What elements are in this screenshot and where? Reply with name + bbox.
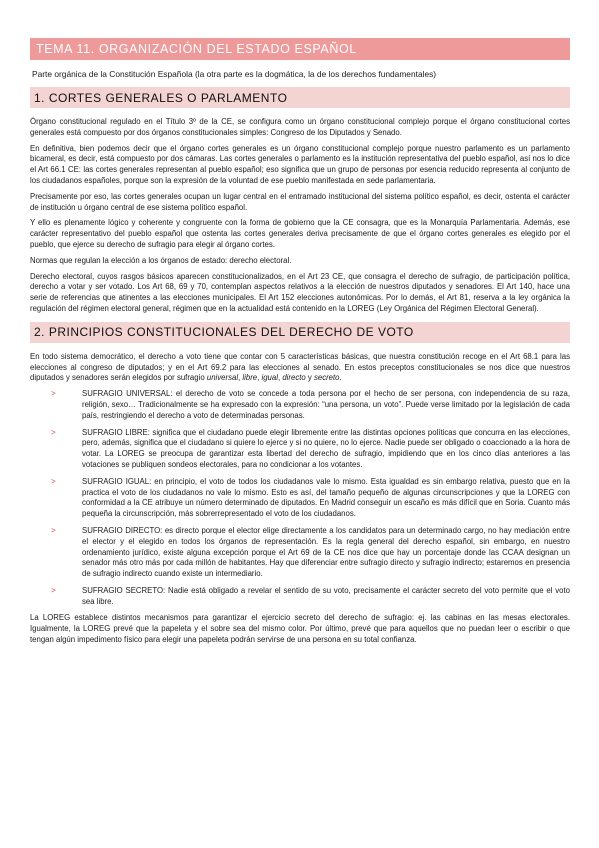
section-1-paragraph: Precisamente por eso, las cortes generales ocupan un lugar central en el entramado institucional del sistema político español, es decir, ostenta el carácter de institución u órgano central de ese sistema político español. (30, 191, 570, 212)
chevron-right-icon: > (51, 476, 56, 486)
title-banner (30, 38, 570, 60)
list-item-text: SUFRAGIO LIBRE: significa que el ciudadano puede elegir libremente entre las distintas opciones políticas que concurra en las elecciones, pero, además, significa que el ciudadano si quiere lo ejerce y si no quiere, no lo ejerce. Nadie puede ser obligado o coaccionado a la hora de votar. La LOREG se preocupa de garantizar esta libertad del derecho de sufragio, impidiendo que en los cinco días anteriores a las votaciones se publiquen sondeos electorales, para no condicionar a los votantes. (82, 427, 570, 469)
section-1-heading: 1. CORTES GENERALES O PARLAMENTO (34, 90, 288, 105)
intro-term: libre (242, 373, 258, 383)
document-page (30, 38, 570, 646)
chevron-right-icon: > (51, 585, 56, 595)
section-1-paragraph: Normas que regulan la elección a los órganos de estado: derecho electoral. (30, 255, 292, 265)
section-2-heading: 2. PRINCIPIOS CONSTITUCIONALES DEL DERECHO DE VOTO (34, 325, 414, 340)
section-2-banner (30, 322, 570, 343)
list-item (30, 477, 570, 520)
list-item (30, 389, 570, 421)
page-title: TEMA 11. ORGANIZACIÓN DEL ESTADO ESPAÑOL (36, 42, 357, 56)
chevron-right-icon: > (51, 525, 56, 535)
list-item-text: SUFRAGIO IGUAL: en principio, el voto de todos los ciudadanos vale lo mismo. Esta igualdad es sin embargo relativa, puesto que en la practica el voto de los ciudadanos no vale lo mismo. Esto es así, del tamaño pequeño de algunas circunscripciones y que la LOREG con conformidad a la CE atribuye un número determinado de diputados. En Madrid conseguir un escaño es más difícil que en Soria. Cuanto más pequeña la circunscripción, más sobrerrepresentado el voto de los ciudadanos. (82, 476, 570, 519)
section-1-paragraph: Y ello es plenamente lógico y coherente y congruente con la forma de gobierno que la CE consagra, que es la Monarquía Parlamentaria. Además, ese carácter representativo del pueblo español que ostenta las cortes generales deriva precisamente de que el órgano cortes generales es elegido por el pueblo, que ejerce su derecho de sufragio para elegir al órgano cortes. (30, 218, 570, 249)
section-1-paragraph: Órgano constitucional regulado en el Título 3º de la CE, se configura como un órgano constitucional complejo porque el órgano constitucional cortes generales está compuesto por dos órganos constitucionales simples: Congreso de los Diputados y Senado. (30, 117, 570, 137)
list-item (30, 526, 570, 580)
sufragio-list (30, 389, 570, 607)
intro-term: directo (282, 373, 306, 383)
intro-term: universal (206, 373, 239, 383)
list-item (30, 428, 570, 471)
section-1-banner (30, 87, 570, 108)
list-item-text: SUFRAGIO UNIVERSAL: el derecho de voto se concede a toda persona por el hecho de ser persona, con independencia de su raza, religión, sexo… Tradicionalmente se ha expresado con la expresión: “una persona, un voto”. Puede verse limitado por la legislación de cada país, restringiendo el derecho a voto de determinadas personas. (82, 389, 570, 420)
page-subtitle: Parte orgánica de la Constitución Española (la otra parte es la dogmática, la de los derechos fundamentales) (32, 69, 437, 79)
section-1-paragraph: En definitiva, bien podemos decir que el órgano cortes generales es un órgano constitucional complejo porque nuestro parlamento es un parlamento bicameral, es decir, está compuesto por dos cámaras. Las cortes generales o parlamento es la institución representativa del pueblo español, así nos lo dice el Art 66.1 CE: las cortes generales representan al pueblo español; eso significa que un grupo de personas por esencia reducido representa al conjunto de los ciudadanos españoles, porque son la expresión de la voluntad de ese pueblo manifestada en sede parlamentaria. (30, 143, 570, 185)
chevron-right-icon: > (51, 427, 56, 437)
section-2-intro: En todo sistema democrático, el derecho a voto tiene que contar con 5 características básicas, que nuestra constitución recoge en el Art 68.1 para las elecciones al congreso de diputados; y en el Art 69.2 para las elecciones al senado. En estos preceptos constitucionales se nos dice que nuestros diputados y senadores serán elegidos por sufragio universal, libre, igual, directo y secreto. (30, 351, 570, 383)
list-item (30, 586, 570, 608)
intro-term: secreto (313, 373, 340, 383)
list-item-text: SUFRAGIO SECRETO: Nadie está obligado a revelar el sentido de su voto, precisamente el carácter secreto del voto permite que el voto sea libre. (82, 585, 570, 606)
section-2-closing: La LOREG establece distintos mecanismos para garantizar el ejercicio secreto del derecho de sufragio: ej. las cabinas en las mesas electorales. Igualmente, la LOREG prevé que la papeleta y el sobre sea del mismo color. Por último, prevé que para aquellos que no puedan leer o escribir o que tengan algún impedimento físico para elegir una papeleta podrán servirse de una persona en su total confianza. (30, 613, 570, 645)
section-1-paragraph: Derecho electoral, cuyos rasgos básicos aparecen constitucionalizados, en el Art 23 CE, que consagra el derecho de sufragio, de participación política, derecho a votar y ser votado. Los Art 68, 69 y 70, contemplan aspectos relativos a la elección de nuestros diputados y senadores. El Art 140, hace una serie de referencias que atinentes a las elecciones municipales. El Art 152 elecciones autonómicas. Por lo demás, el Art 81, reserva a la ley orgánica la regulación del régimen electoral general, régimen que en la actualidad está contenido en la LOREG (Ley Orgánica del Régimen Electoral General). (30, 271, 570, 313)
section-2-intro-text: En todo sistema democrático, el derecho a voto tiene que contar con 5 características básicas, que nuestra constitución recoge en el Art 68.1 para las elecciones al congreso de diputados; y en el Art 69.2 para las elecciones al senado. En estos preceptos constitucionales se nos dice que nuestros diputados y senadores serán elegidos por sufragio (30, 351, 570, 383)
chevron-right-icon: > (51, 389, 56, 399)
intro-term: igual (261, 373, 278, 383)
list-item-text: SUFRAGIO DIRECTO: es directo porque el elector elige directamente a los candidatos para un determinado cargo, no hay mediación entre el elector y el elegido en todos los órganos de representación. Es la regla general del derecho español, sin embargo, en nuestro ordenamiento jurídico, existe alguna excepción porque el Art 69 de la CE nos dice que hay un porcentaje donde las CCAA designan un senador más otro más por cada millón de habitantes. Hay que diferenciar entre sufragio directo y sufragio indirecto; estaremos en presencia de sufragio indirecto cuando existe un intermediario. (82, 525, 570, 579)
